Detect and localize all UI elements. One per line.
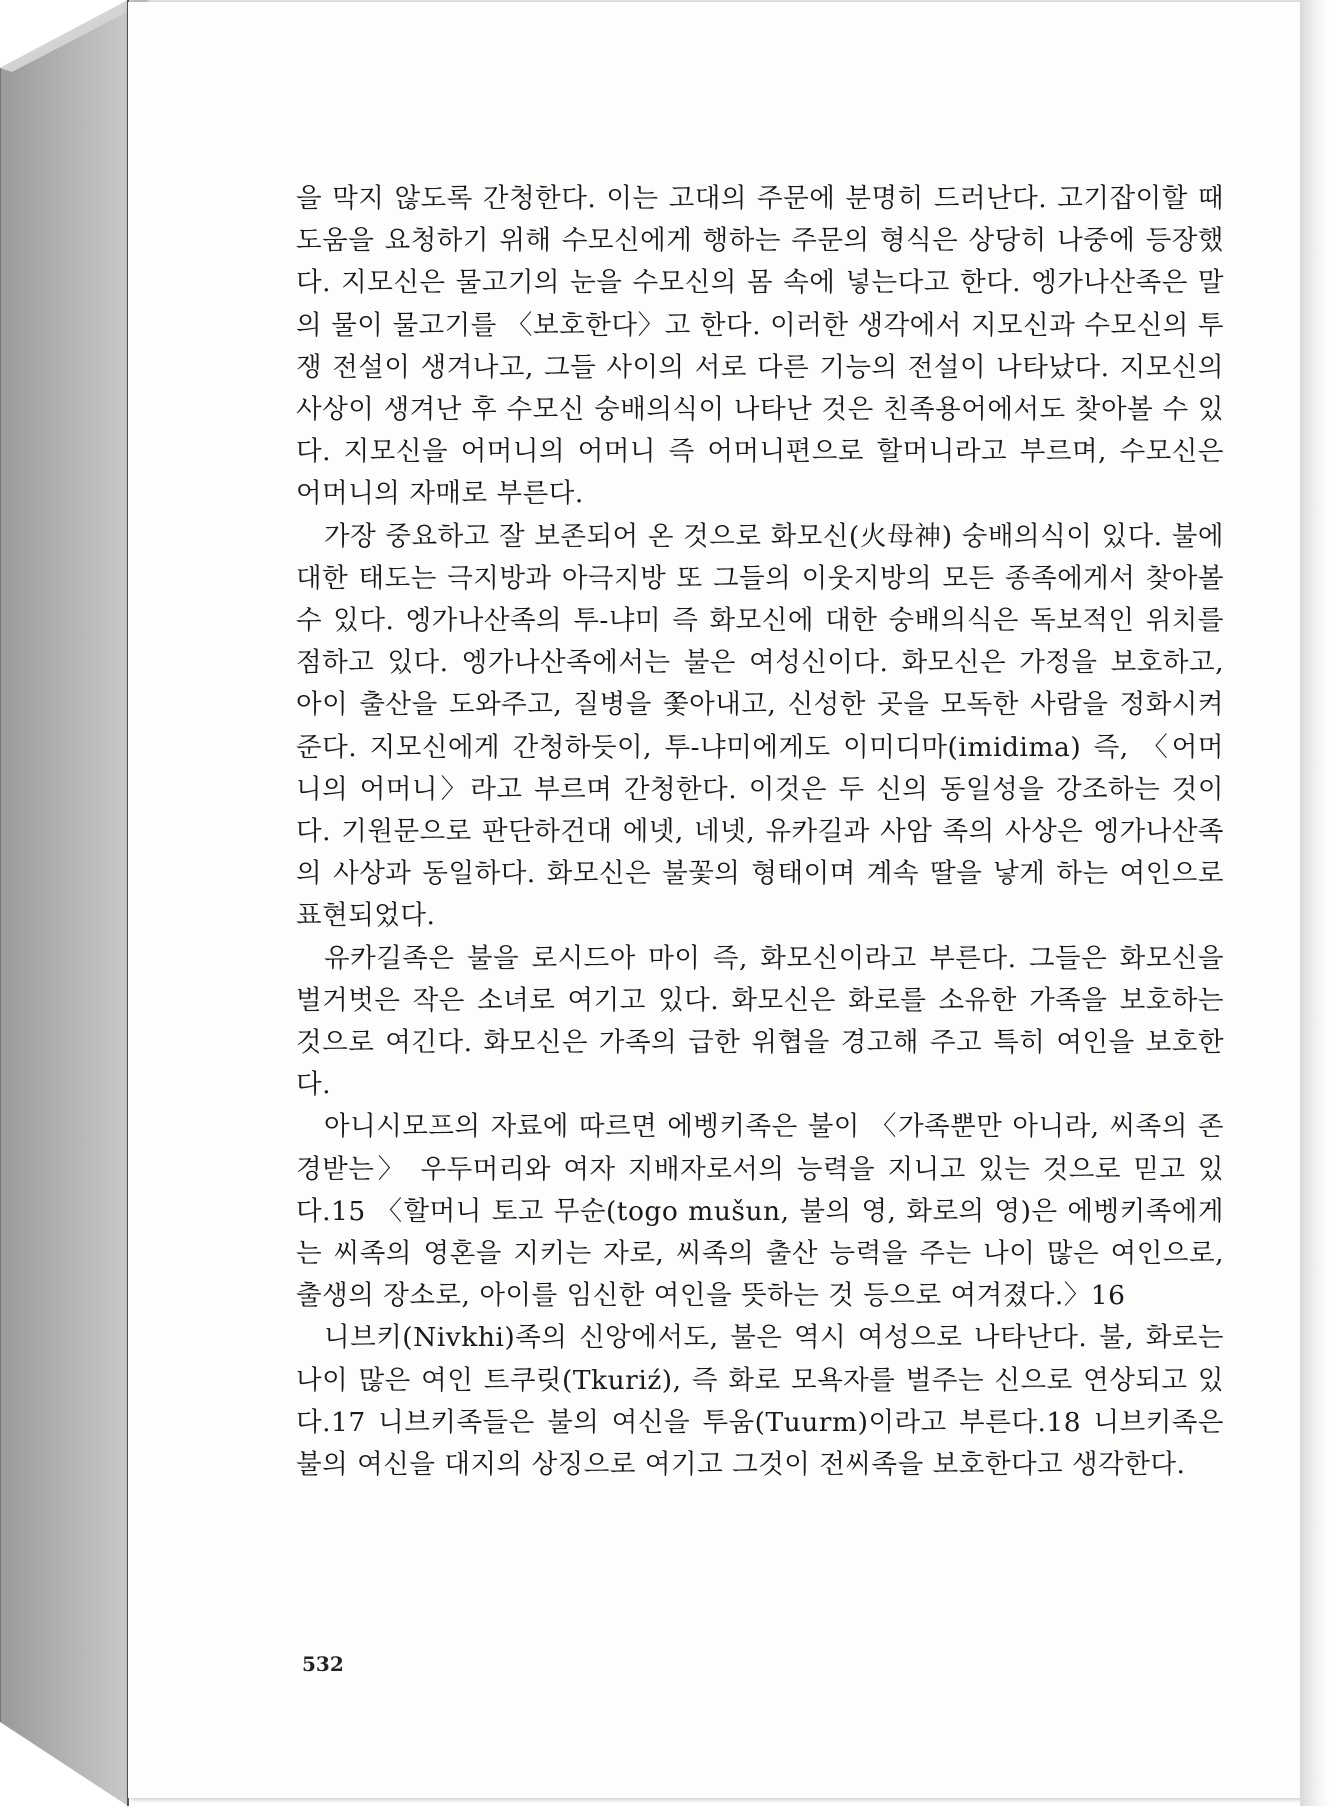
paragraph-5: 니브키(Nivkhi)족의 신앙에서도, 불은 역시 여성으로 나타난다. 불, 화로는 나이 많은 여인 트쿠릿(Tkuriź), 즉 화로 모욕자를 벌주는 신으로 연상되고 있다.17 니브키족들은 불의 여신을 투움(Tuurm)이라고 부른다.18 니브키족은 불의 여신을 대지의 상징으로 여기고 그것이 전씨족을 보호한다고 생각한다. (296, 1322, 1224, 1481)
paragraph-4: 아니시모프의 자료에 따르면 에벵키족은 불이 〈가족뿐만 아니라, 씨족의 존경받는〉 우두머리와 여자 지배자로서의 능력을 지니고 있는 것으로 믿고 있다.15 〈할머니 토고 무순(togo mušun, 불의 영, 화로의 영)은 에벵키족에게는 씨족의 영혼을 지키는 자로, 씨족의 출산 능력을 주는 나이 많은 여인으로, 출생의 장소로, 아이를 임신한 여인을 뜻하는 것 등으로 여겨졌다.〉16 (296, 1111, 1224, 1312)
body-text (296, 178, 1224, 1486)
paragraph-3: 유카길족은 불을 로시드아 마이 즉, 화모신이라고 부른다. 그들은 화모신을 벌거벗은 작은 소녀로 여기고 있다. 화모신은 화로를 소유한 가족을 보호하는 것으로 여긴다. 화모신은 가족의 급한 위협을 경고해 주고 특히 여인을 보호한다. (296, 942, 1224, 1101)
paragraph-2: 가장 중요하고 잘 보존되어 온 것으로 화모신(火母神) 숭배의식이 있다. 불에 대한 태도는 극지방과 아극지방 또 그들의 이웃지방의 모든 종족에게서 찾아볼 수 있다. 엥가나산족의 투-냐미 즉 화모신에 대한 숭배의식은 독보적인 위치를 점하고 있다. 엥가나산족에서는 불은 여성신이다. 화모신은 가정을 보호하고, 아이 출산을 도와주고, 질병을 쫓아내고, 신성한 곳을 모독한 사람을 정화시켜 준다. 지모신에게 간청하듯이, 투-냐미에게도 이미디마(imidima) 즉, 〈어머니의 어머니〉라고 부르며 간청한다. 이것은 두 신의 동일성을 강조하는 것이다. 기원문으로 판단하건대 에넷, 네넷, 유카길과 사암 족의 사상은 엥가나산족의 사상과 동일하다. 화모신은 불꽃의 형태이며 계속 딸을 낳게 하는 여인으로 표현되었다. (296, 520, 1224, 932)
page-number: 532 (302, 1652, 344, 1676)
paragraph-1: 을 막지 않도록 간청한다. 이는 고대의 주문에 분명히 드러난다. 고기잡이할 때 도움을 요청하기 위해 수모신에게 행하는 주문의 형식은 상당히 나중에 등장했다. 지모신은 물고기의 눈을 수모신의 몸 속에 넣는다고 한다. 엥가나산족은 말의 물이 물고기를 〈보호한다〉고 한다. 이러한 생각에서 지모신과 수모신의 투쟁 전설이 생겨나고, 그들 사이의 서로 다른 기능의 전설이 나타났다. 지모신의 사상이 생겨난 후 수모신 숭배의식이 나타난 것은 친족용어에서도 찾아볼 수 있다. 지모신을 어머니의 어머니 즉 어머니편으로 할머니라고 부르며, 수모신은 어머니의 자매로 부른다. (296, 183, 1224, 510)
page-edge-shadow (1300, 0, 1330, 1806)
